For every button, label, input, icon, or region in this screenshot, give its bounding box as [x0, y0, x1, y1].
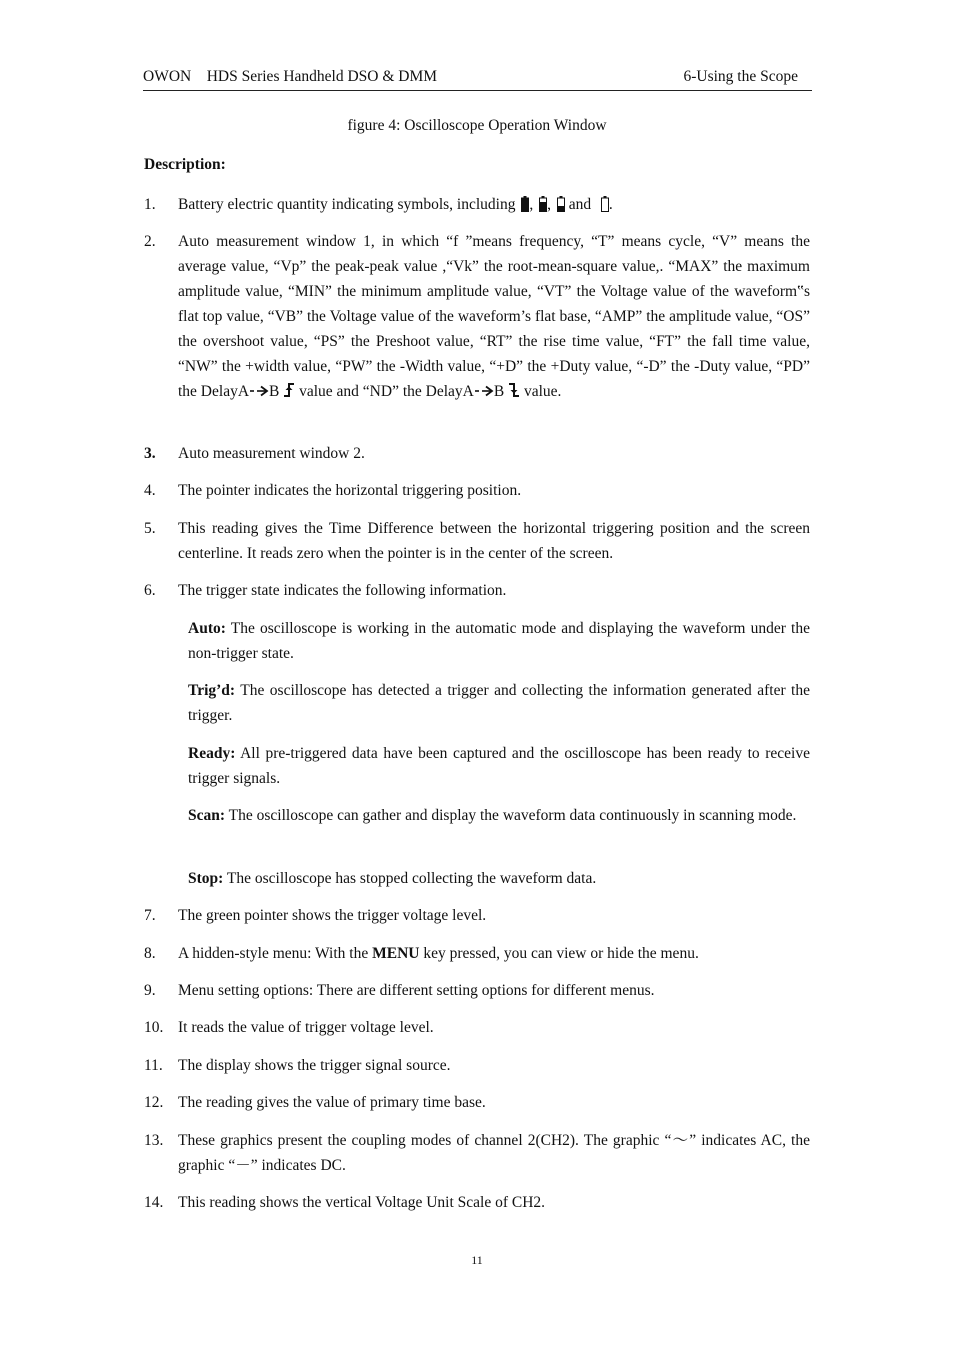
description-heading: Description:	[144, 156, 226, 173]
state-label: Auto:	[188, 620, 226, 637]
battery-medium-icon	[539, 196, 546, 211]
item-text: The green pointer shows the trigger voltage level.	[178, 907, 487, 924]
state-text: The oscilloscope can gather and display the waveform data continuously in scanning mode.	[225, 807, 797, 824]
state-text: All pre-triggered data have been captured and the oscilloscope has been ready to receive trigger signals.	[188, 745, 810, 787]
item-text: The reading gives the value of primary time base.	[178, 1094, 486, 1111]
state-text: The oscilloscope has detected a trigger and collecting the information generated after the trigger.	[188, 682, 810, 724]
state-label: Trig’d:	[188, 682, 236, 699]
item-text: A hidden-style menu: With the	[178, 945, 373, 962]
arrow-right-icon	[249, 380, 269, 405]
item-number: 1.	[144, 196, 156, 213]
arrow-right-icon	[474, 380, 494, 405]
item-text: Menu setting options: There are different setting options for different menus.	[178, 982, 655, 999]
trigger-state-scan	[188, 803, 810, 828]
item-text: This reading shows the vertical Voltage Unit Scale of CH2.	[178, 1194, 546, 1211]
item-text: This reading gives the Time Difference between the horizontal triggering position and the screen centerline. It reads zero when the pointer is in the center of the screen.	[178, 520, 810, 562]
item-text: The display shows the trigger signal source.	[178, 1057, 451, 1074]
figure-caption: figure 4: Oscilloscope Operation Window	[347, 117, 607, 134]
item-number: 10.	[144, 1019, 164, 1036]
battery-low-icon	[557, 196, 564, 211]
item-number: 12.	[144, 1094, 164, 1111]
header-right: 6-Using the Scope	[683, 68, 798, 85]
item-text: It reads the value of trigger voltage level.	[178, 1019, 434, 1036]
list-item	[144, 1015, 810, 1040]
list-item	[144, 1128, 810, 1178]
falling-edge-icon	[508, 380, 520, 405]
state-label: Ready:	[188, 745, 236, 762]
battery-full-icon	[521, 196, 528, 211]
item-number: 7.	[144, 907, 156, 924]
item-text: Auto measurement window 2.	[178, 445, 365, 462]
item-number: 8.	[144, 945, 156, 962]
list-item	[144, 441, 810, 466]
state-label: Scan:	[188, 807, 226, 824]
rising-edge-icon	[283, 380, 295, 405]
trigger-state-trigd	[188, 678, 810, 728]
item-text: These graphics present the coupling modes of channel 2(CH2). The graphic “～” indicates AC, the graphic “－” indicates DC.	[178, 1132, 810, 1174]
page-number: 11	[471, 1253, 483, 1267]
item-number: 3.	[144, 445, 156, 462]
page-header	[143, 66, 812, 91]
item-number: 4.	[144, 482, 156, 499]
item-number: 13.	[144, 1132, 164, 1149]
list-item	[144, 1090, 810, 1115]
list-item	[144, 478, 810, 503]
trigger-state-ready	[188, 741, 810, 791]
list-item	[144, 903, 810, 928]
menu-key-label: MENU	[372, 945, 420, 962]
state-text: The oscilloscope is working in the automatic mode and displaying the waveform under the non-trigger state.	[188, 620, 810, 662]
list-item	[144, 516, 810, 566]
list-item	[144, 578, 810, 603]
list-item	[144, 1190, 810, 1215]
list-item: 1. Battery electric quantity indicating symbols, including , , and .	[144, 192, 810, 217]
item-number: 6.	[144, 582, 156, 599]
header-left: OWON HDS Series Handheld DSO & DMM	[143, 68, 438, 85]
state-label: Stop:	[188, 870, 224, 887]
item-number: 2.	[144, 233, 156, 250]
item-text: Battery electric quantity indicating symbols, including	[178, 196, 520, 213]
item-text: The pointer indicates the horizontal triggering position.	[178, 482, 522, 499]
item-number: 9.	[144, 982, 156, 999]
item-text: The trigger state indicates the following information.	[178, 582, 507, 599]
item-text: Auto measurement window 1, in which “f ”means frequency, “T” means cycle, “V” means the average value, “Vp” the peak-peak value ,“Vk” the root-mean-square value,. “MAX” the maximum amplitude value, “MIN” the minimum amplitude value, “VT” the Voltage value of the waveform‟s flat top value, “VB” the Voltage value of the waveform’s flat base, “AMP” the amplitude value, “OS” the overshoot value, “PS” the Preshoot value, “RT” the rise time value, “FT” the fall time value, “NW” the +width value, “PW” the -Width value, “+D” the +Duty value, “-D” the -Duty value, “PD” the DelayA	[178, 233, 810, 400]
list-item	[144, 1053, 810, 1078]
item-number: 5.	[144, 520, 156, 537]
list-item: 8. A hidden-style menu: With the MENU key pressed, you can view or hide the menu.	[144, 941, 810, 966]
item-number: 11.	[144, 1057, 163, 1074]
list-item: 2. Auto measurement window 1, in which “f ”means frequency, “T” means cycle, “V” means the average value, “Vp” the peak-peak value ,“Vk” the root-mean-square value,. “MAX” the maximum amplitude value, “MIN” the minimum amplitude value, “VT” the Voltage value of the waveform‟s flat top value, “VB” the Voltage value of the waveform’s flat base, “AMP” the amplitude value, “OS” the overshoot value, “PS” the Preshoot value, “RT” the rise time value, “FT” the fall time value, “NW” the +width value, “PW” the -Width value, “+D” the +Duty value, “-D” the -Duty value, “PD” the DelayA B value and “ND” the DelayA B value.	[144, 229, 810, 405]
battery-empty-icon	[601, 196, 608, 211]
trigger-state-stop	[188, 866, 810, 891]
trigger-state-auto	[188, 616, 810, 666]
list-item	[144, 978, 810, 1003]
item-number: 14.	[144, 1194, 164, 1211]
state-text: The oscilloscope has stopped collecting the waveform data.	[223, 870, 597, 887]
